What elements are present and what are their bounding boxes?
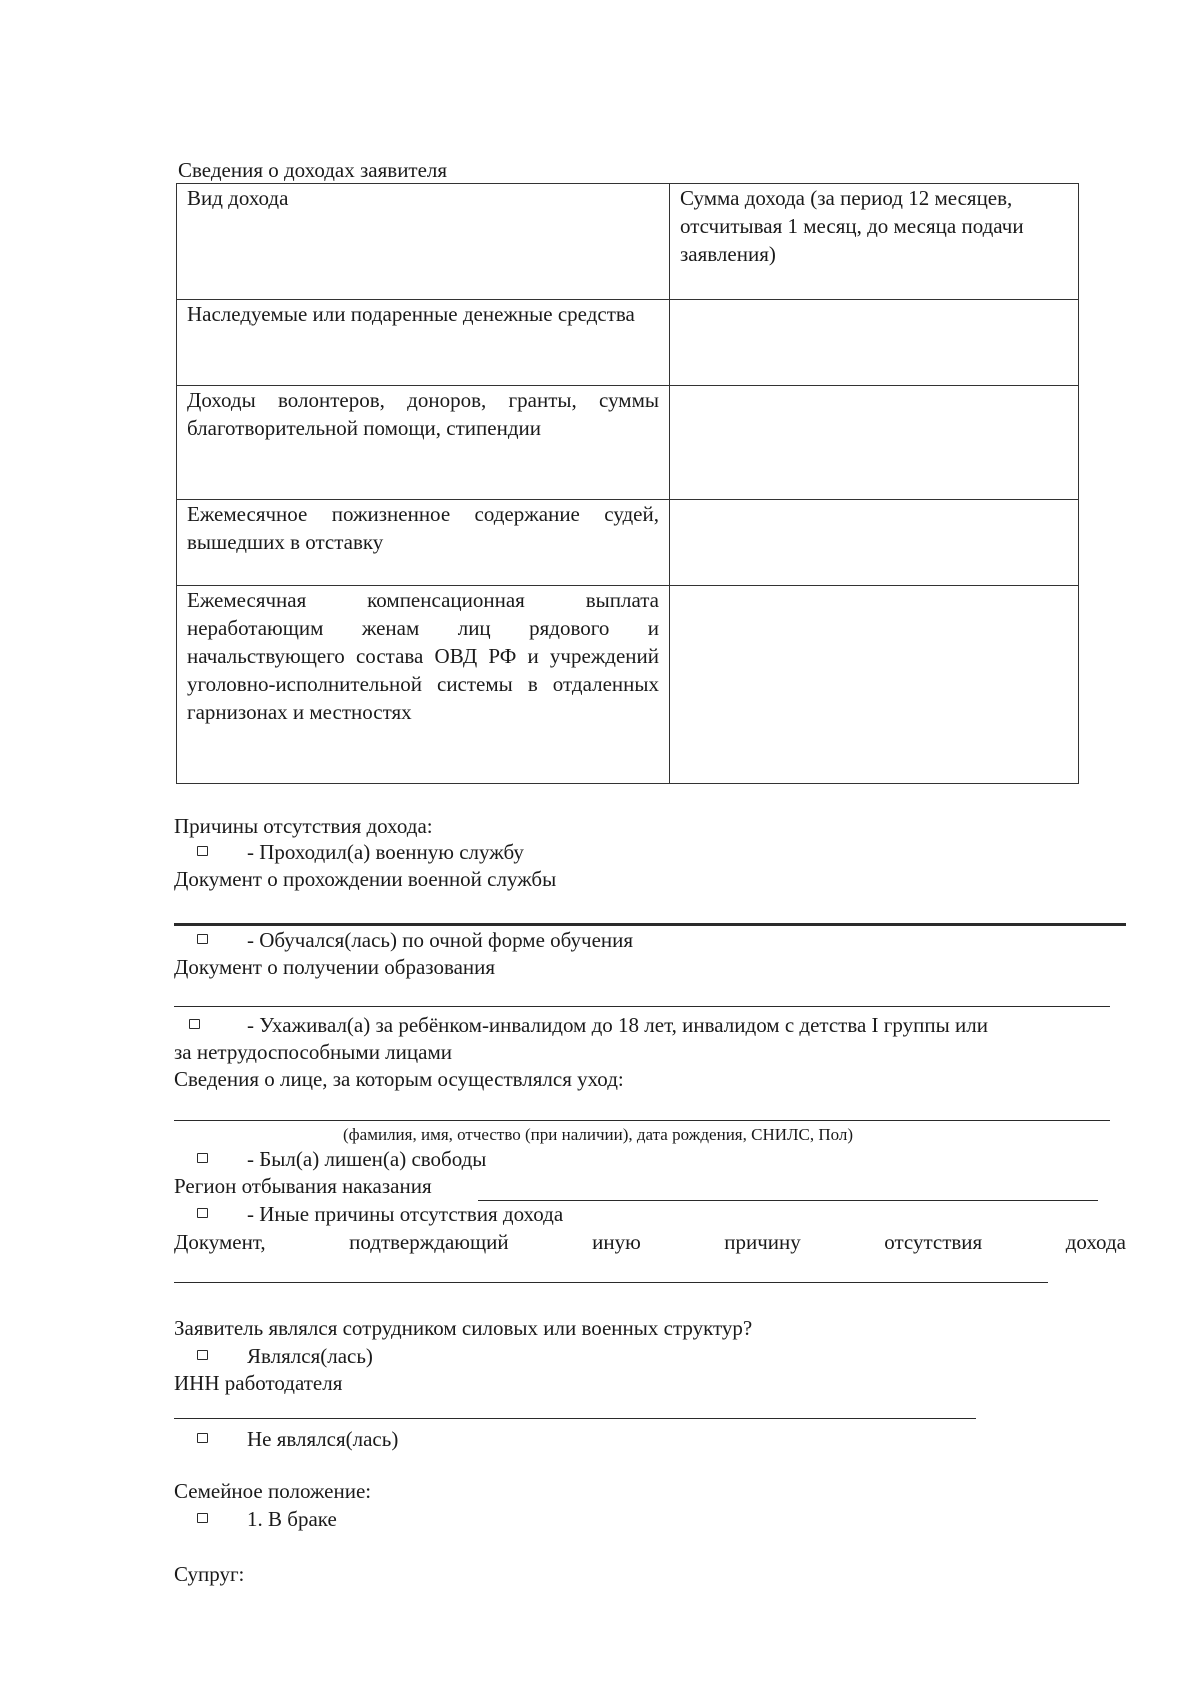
- security-no-label: Не являлся(лась): [247, 1427, 399, 1451]
- employer-inn-field[interactable]: [174, 1418, 976, 1419]
- deprived-liberty-checkbox[interactable]: [197, 1153, 208, 1163]
- military-service-label: - Проходил(а) военную службу: [247, 840, 524, 864]
- income-section-title: Сведения о доходах заявителя: [178, 158, 448, 182]
- income-type-cell: Доходы волонтеров, доноров, гранты, суммы благотворительной помощи, стипендии: [177, 386, 670, 500]
- security-yes-label: Являлся(лась): [247, 1344, 373, 1368]
- full-time-study-label: - Обучался(лась) по очной форме обучения: [247, 928, 634, 952]
- table-row: [177, 586, 1079, 784]
- income-sum-cell[interactable]: [670, 386, 1079, 500]
- other-reasons-label: - Иные причины отсутствия дохода: [247, 1202, 564, 1226]
- other-reason-doc-field[interactable]: [174, 1282, 1048, 1283]
- employer-inn-label: ИНН работодателя: [174, 1371, 343, 1395]
- prison-region-field[interactable]: [478, 1200, 1098, 1201]
- doc-word: отсутствия: [884, 1230, 983, 1254]
- family-status-title: Семейное положение:: [174, 1479, 372, 1503]
- care-checkbox[interactable]: [189, 1019, 200, 1029]
- income-sum-cell[interactable]: [670, 500, 1079, 586]
- married-checkbox[interactable]: [197, 1513, 208, 1523]
- spouse-label: Супруг:: [174, 1562, 245, 1586]
- security-no-checkbox[interactable]: [197, 1433, 208, 1443]
- security-question: Заявитель являлся сотрудником силовых или военных структур?: [174, 1316, 753, 1340]
- table-header-row: [177, 184, 1079, 300]
- married-label: 1. В браке: [247, 1507, 337, 1531]
- table-row: [177, 386, 1079, 500]
- no-income-title: Причины отсутствия дохода:: [174, 814, 433, 838]
- care-label-line1: - Ухаживал(а) за ребёнком-инвалидом до 18 лет, инвалидом с детства I группы или: [247, 1013, 988, 1037]
- income-type-cell: Наследуемые или подаренные денежные средства: [177, 300, 670, 386]
- care-person-caption: (фамилия, имя, отчество (при наличии), дата рождения, СНИЛС, Пол): [343, 1125, 854, 1144]
- other-reasons-checkbox[interactable]: [197, 1208, 208, 1218]
- other-reason-doc-label: [174, 1229, 1126, 1256]
- education-doc-field[interactable]: [174, 1006, 1110, 1007]
- income-sum-cell[interactable]: [670, 300, 1079, 386]
- care-person-label: Сведения о лице, за которым осуществлялся уход:: [174, 1067, 624, 1091]
- full-time-study-checkbox[interactable]: [197, 934, 208, 944]
- table-row: [177, 300, 1079, 386]
- deprived-liberty-label: - Был(а) лишен(а) свободы: [247, 1147, 487, 1171]
- income-type-cell: Ежемесячное пожизненное содержание судей, вышедших в отставку: [177, 500, 670, 586]
- military-doc-label: Документ о прохождении военной службы: [174, 867, 557, 891]
- header-income-type: Вид дохода: [177, 184, 670, 300]
- doc-word: иную: [592, 1230, 641, 1254]
- doc-word: дохода: [1065, 1230, 1126, 1254]
- military-doc-field[interactable]: [174, 923, 1126, 926]
- care-label-line2: за нетрудоспособными лицами: [174, 1040, 452, 1064]
- income-sum-cell[interactable]: [670, 586, 1079, 784]
- header-income-sum: Сумма дохода (за период 12 месяцев, отсчитывая 1 месяц, до месяца подачи заявления): [670, 184, 1079, 300]
- prison-region-label: Регион отбывания наказания: [174, 1174, 432, 1198]
- military-service-checkbox[interactable]: [197, 846, 208, 856]
- education-doc-label: Документ о получении образования: [174, 955, 496, 979]
- doc-word: подтверждающий: [349, 1230, 509, 1254]
- income-type-cell: Ежемесячная компенсационная выплата неработающим женам лиц рядового и начальствующего состава ОВД РФ и учреждений уголовно-исполнительной системы в отдаленных гарнизонах и местностях: [177, 586, 670, 784]
- security-yes-checkbox[interactable]: [197, 1350, 208, 1360]
- doc-word: Документ,: [174, 1230, 266, 1254]
- table-row: [177, 500, 1079, 586]
- doc-word: причину: [724, 1230, 801, 1254]
- income-table: [176, 183, 1079, 784]
